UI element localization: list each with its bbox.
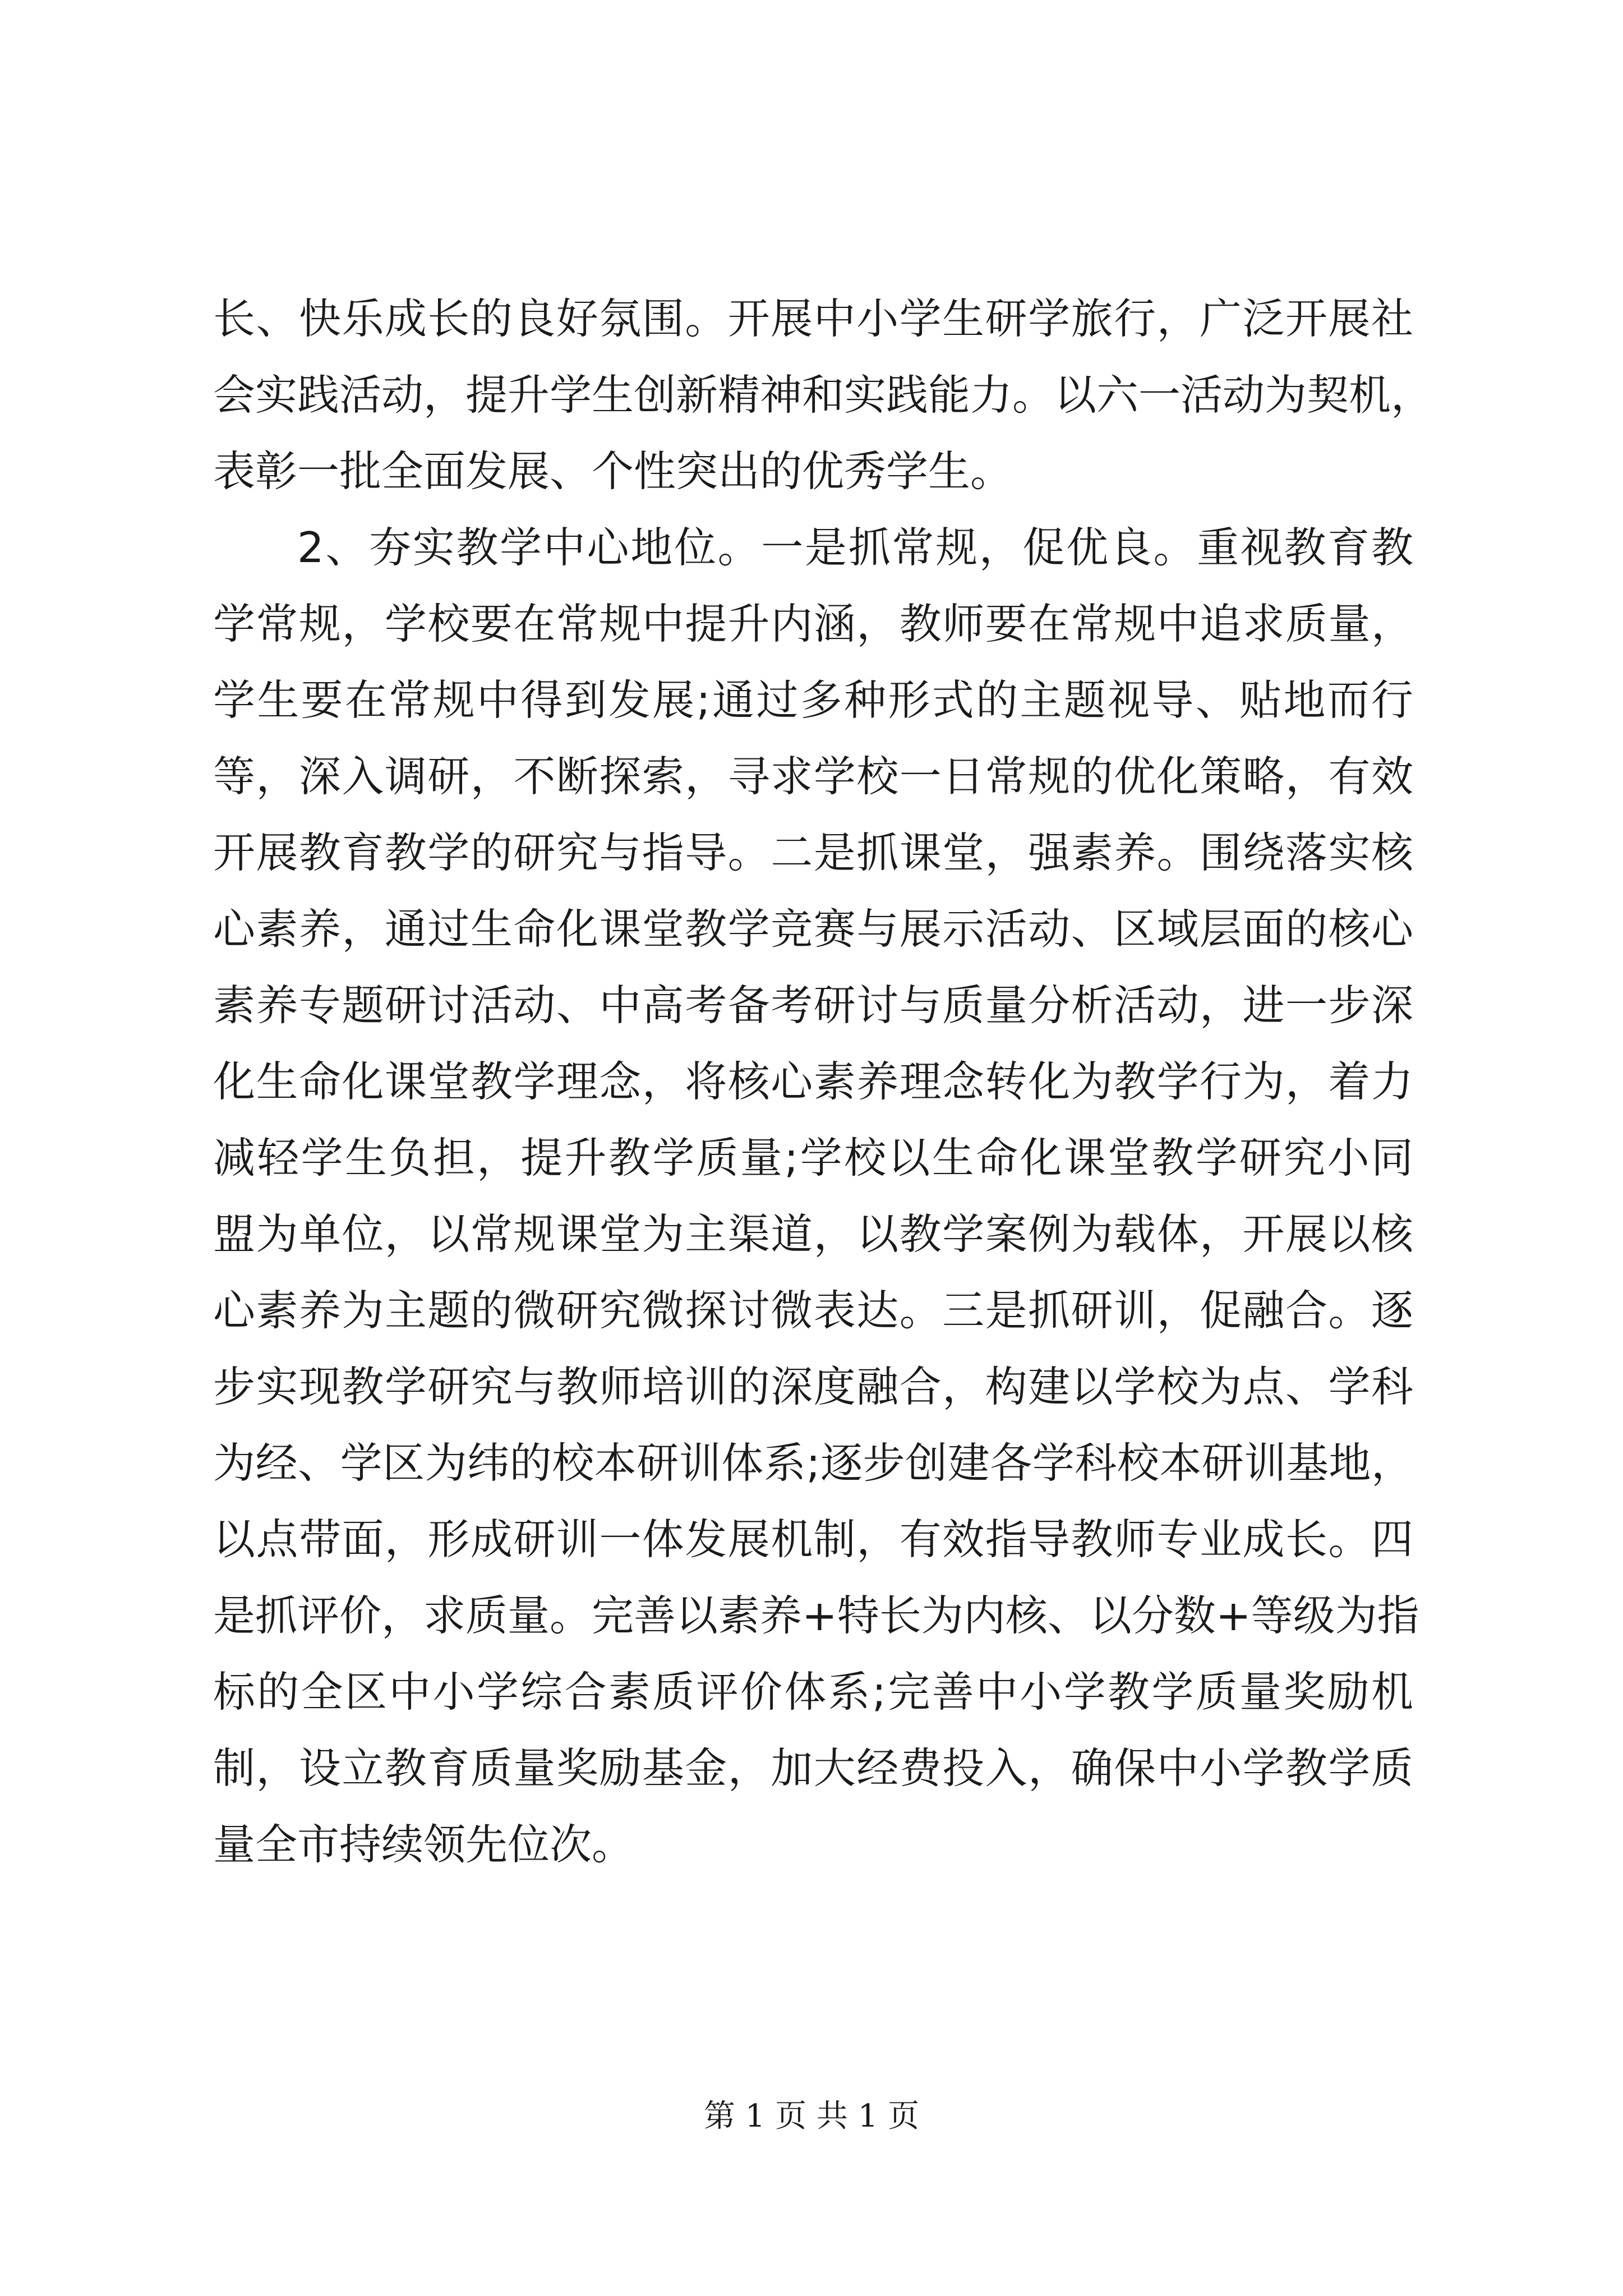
text-line: 学生要在常规中得到发展;通过多种形式的主题视导、贴地而行 bbox=[213, 675, 1413, 725]
text-line: 表彰一批全面发展、个性突出的优秀学生。 bbox=[213, 447, 1013, 496]
text-line: 心素养为主题的微研究微探讨微表达。三是抓研训，促融合。逐 bbox=[213, 1286, 1413, 1335]
text-line: 标的全区中小学综合素质评价体系;完善中小学教学质量奖励机 bbox=[213, 1667, 1413, 1717]
text-line: 学常规，学校要在常规中提升内涵，教师要在常规中追求质量， bbox=[213, 599, 1413, 648]
text-line: 制，设立教育质量奖励基金，加大经费投入，确保中小学教学质 bbox=[213, 1743, 1413, 1793]
text-line: 盟为单位，以常规课堂为主渠道，以教学案例为载体，开展以核 bbox=[213, 1209, 1413, 1259]
page-footer: 第 1 页 共 1 页 bbox=[703, 2098, 920, 2134]
text-line: 量全市持续领先位次。 bbox=[213, 1820, 634, 1869]
paragraph-2 bbox=[213, 509, 1419, 1883]
document-body bbox=[213, 280, 1433, 1883]
text-line: 开展教育教学的研究与指导。二是抓课堂，强素养。围绕落实核 bbox=[213, 828, 1413, 877]
text-line: 等，深入调研，不断探索，寻求学校一日常规的优化策略，有效 bbox=[213, 752, 1413, 801]
paragraph-1 bbox=[213, 280, 1433, 509]
text-line: 是抓评价，求质量。完善以素养+特长为内核、以分数+等级为指 bbox=[213, 1591, 1419, 1640]
text-line: 以点带面，形成研训一体发展机制，有效指导教师专业成长。四 bbox=[213, 1515, 1413, 1564]
text-line: 2、夯实教学中心地位。一是抓常规，促优良。重视教育教 bbox=[297, 523, 1413, 572]
text-line: 心素养，通过生命化课堂教学竞赛与展示活动、区域层面的核心 bbox=[213, 904, 1413, 954]
text-line: 减轻学生负担，提升教学质量;学校以生命化课堂教学研究小同 bbox=[213, 1133, 1413, 1182]
text-line: 为经、学区为纬的校本研训体系;逐步创建各学科校本研训基地， bbox=[213, 1438, 1413, 1488]
text-line: 素养专题研讨活动、中高考备考研讨与质量分析活动，进一步深 bbox=[213, 981, 1413, 1030]
text-line: 步实现教学研究与教师培训的深度融合，构建以学校为点、学科 bbox=[213, 1362, 1413, 1411]
text-line: 化生命化课堂教学理念，将核心素养理念转化为教学行为，着力 bbox=[213, 1057, 1413, 1106]
text-line: 会实践活动，提升学生创新精神和实践能力。以六一活动为契机， bbox=[213, 370, 1433, 420]
text-line: 长、快乐成长的良好氛围。开展中小学生研学旅行，广泛开展社 bbox=[213, 294, 1413, 343]
